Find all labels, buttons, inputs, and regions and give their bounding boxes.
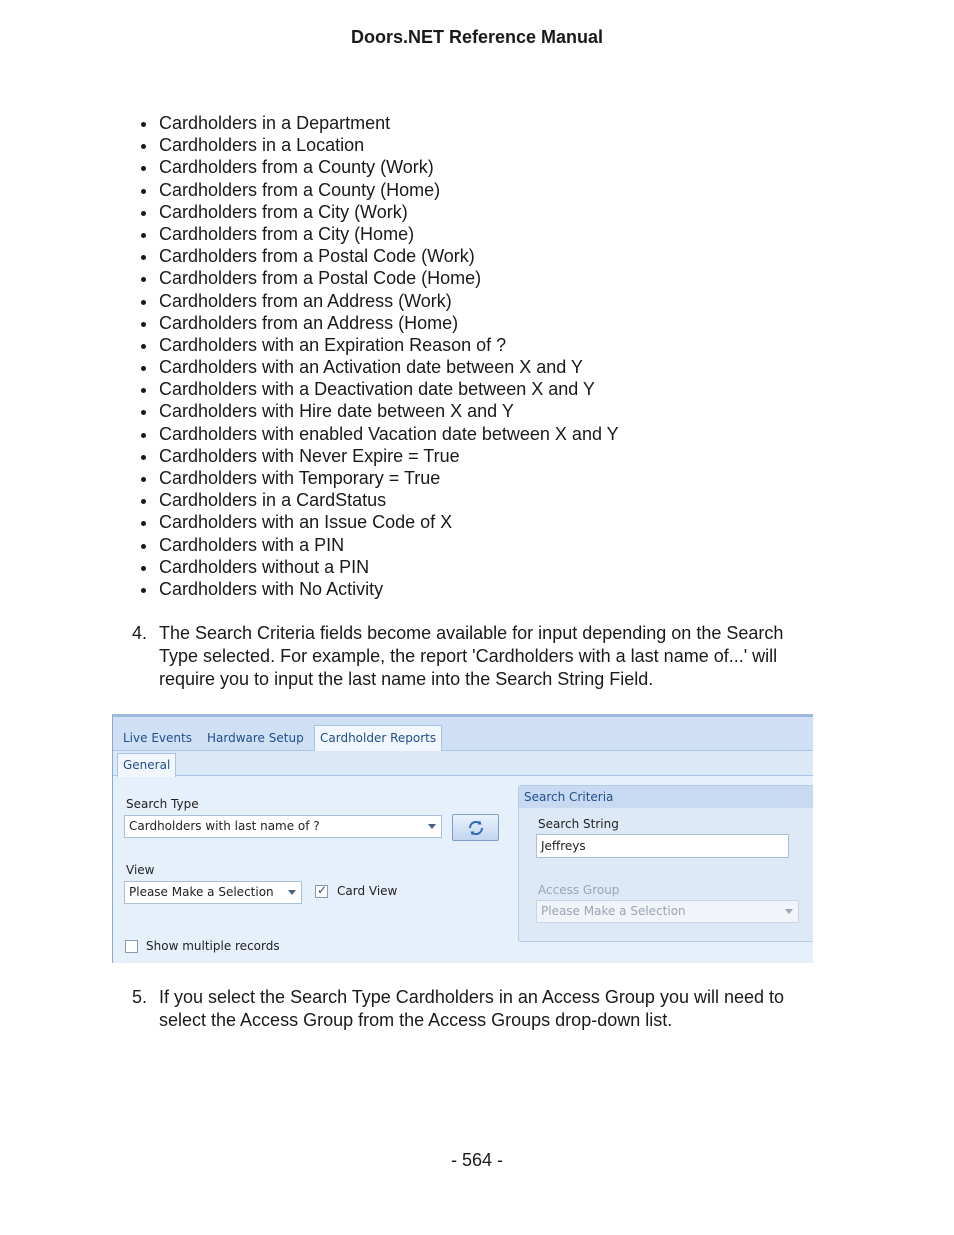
list-item: Cardholders without a PIN — [140, 556, 619, 578]
search-criteria-panel — [518, 785, 813, 942]
list-item: Cardholders from a City (Home) — [140, 223, 619, 245]
cardholder-reports-screenshot — [112, 714, 813, 963]
list-item: Cardholders with an Issue Code of X — [140, 511, 619, 533]
page-header-title: Doors.NET Reference Manual — [350, 27, 604, 47]
list-item: Cardholders with a PIN — [140, 534, 619, 556]
main-tab-bar — [113, 717, 813, 751]
show-multiple-records-checkbox[interactable] — [125, 940, 138, 953]
search-string-input[interactable]: Jeffreys — [536, 834, 789, 858]
list-item: Cardholders from a Postal Code (Home) — [140, 267, 619, 289]
sub-tab-bar — [113, 751, 813, 776]
list-item: Cardholders from a County (Work) — [140, 156, 619, 178]
list-item: Cardholders from an Address (Home) — [140, 312, 619, 334]
step-5-number: 5. — [132, 987, 148, 1007]
tab-live-events[interactable]: Live Events — [123, 731, 192, 745]
refresh-icon — [467, 819, 485, 837]
access-group-label: Access Group — [538, 883, 620, 897]
search-type-label: Search Type — [126, 797, 199, 811]
access-group-select[interactable] — [536, 900, 799, 923]
list-item: Cardholders with an Activation date between X and Y — [140, 356, 619, 378]
list-item: Cardholders with an Expiration Reason of ? — [140, 334, 619, 356]
step-4-number: 4. — [132, 623, 148, 643]
search-criteria-title: Search Criteria — [519, 786, 813, 808]
report-types-list — [140, 112, 619, 600]
list-item: Cardholders with Hire date between X and Y — [140, 400, 619, 422]
tab-general[interactable]: General — [117, 753, 176, 777]
page-number: - 564 - — [450, 1150, 504, 1170]
view-value: Please Make a Selection — [129, 885, 274, 899]
chevron-down-icon — [288, 890, 296, 895]
step-5-text: If you select the Search Type Cardholders in an Access Group you will need to select the Access Group from the Access Groups drop-down list. — [159, 987, 785, 1030]
list-item: Cardholders in a CardStatus — [140, 489, 619, 511]
search-type-select[interactable] — [124, 815, 442, 838]
list-item: Cardholders with a Deactivation date between X and Y — [140, 378, 619, 400]
chevron-down-icon — [428, 824, 436, 829]
card-view-label: Card View — [337, 884, 398, 898]
list-item: Cardholders from a Postal Code (Work) — [140, 245, 619, 267]
refresh-button[interactable] — [452, 814, 499, 841]
view-select[interactable] — [124, 881, 302, 904]
show-multiple-records-label: Show multiple records — [146, 939, 280, 953]
list-item: Cardholders with enabled Vacation date between X and Y — [140, 423, 619, 445]
list-item: Cardholders in a Department — [140, 112, 619, 134]
view-label: View — [126, 863, 155, 877]
list-item: Cardholders with Temporary = True — [140, 467, 619, 489]
list-item: Cardholders with No Activity — [140, 578, 619, 600]
checkmark-icon: ✓ — [317, 883, 328, 897]
list-item: Cardholders from an Address (Work) — [140, 290, 619, 312]
list-item: Cardholders with Never Expire = True — [140, 445, 619, 467]
chevron-down-icon — [785, 909, 793, 914]
tab-hardware-setup[interactable]: Hardware Setup — [207, 731, 304, 745]
search-string-label: Search String — [538, 817, 619, 831]
search-type-value: Cardholders with last name of ? — [129, 819, 320, 833]
list-item: Cardholders in a Location — [140, 134, 619, 156]
access-group-value: Please Make a Selection — [541, 904, 686, 918]
step-4-text: The Search Criteria fields become available for input depending on the Search Type selected. For example, the report 'Cardholders with a last name of...' will require you to input the last name into the Search String Field. — [159, 623, 784, 689]
tab-cardholder-reports[interactable]: Cardholder Reports — [314, 725, 442, 751]
card-view-checkbox[interactable] — [315, 885, 328, 898]
list-item: Cardholders from a City (Work) — [140, 201, 619, 223]
list-item: Cardholders from a County (Home) — [140, 179, 619, 201]
